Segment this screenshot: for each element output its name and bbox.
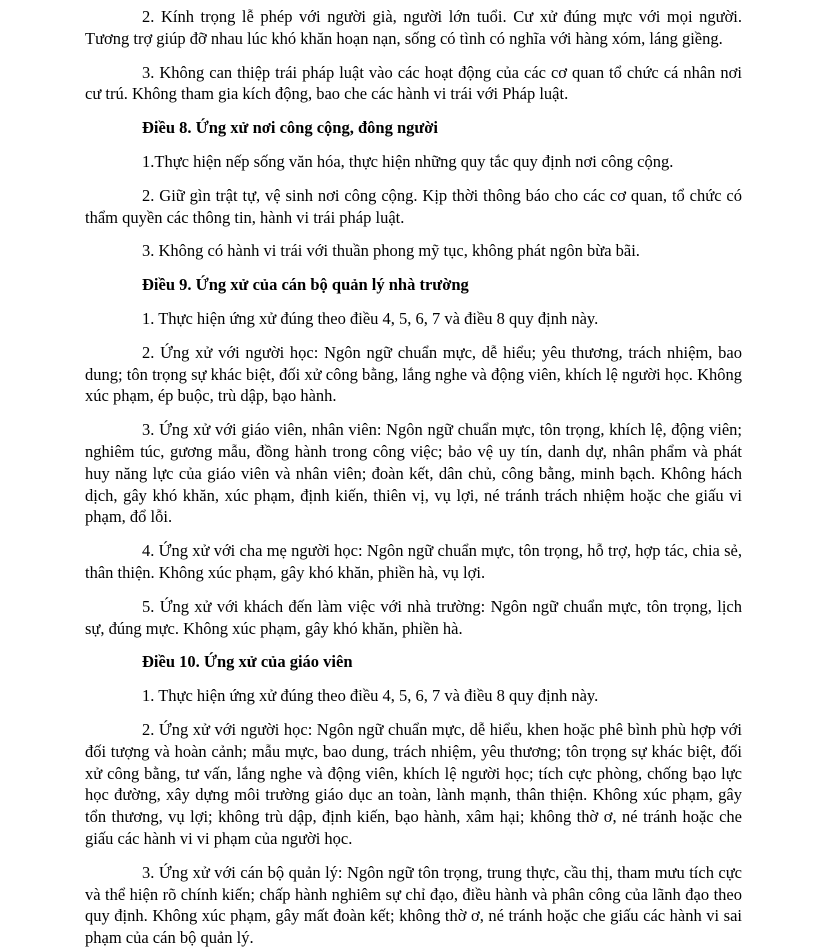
paragraph: 1. Thực hiện ứng xử đúng theo điều 4, 5, 6, 7 và điều 8 quy định này.: [142, 686, 599, 706]
section-heading-dieu-9: Điều 9. Ứng xử của cán bộ quản lý nhà trường: [142, 275, 469, 295]
paragraph: 2. Giữ gìn trật tự, vệ sinh nơi công cộng. Kịp thời thông báo cho các cơ quan, tổ chức có thẩm quyền các thông tin, hành vi trái pháp luật.: [85, 185, 742, 227]
paragraph: 2. Ứng xử với người học: Ngôn ngữ chuẩn mực, dễ hiểu; yêu thương, trách nhiệm, bao dung; tôn trọng sự khác biệt, đối xử công bằng, lắng nghe và động viên, khích lệ người học. Không xúc phạm, ép buộc, trù dập, bạo hành.: [85, 342, 742, 406]
section-heading-dieu-8: Điều 8. Ứng xử nơi công cộng, đông người: [142, 118, 439, 138]
paragraph: 2. Kính trọng lễ phép với người già, người lớn tuổi. Cư xử đúng mực với mọi người. Tương trợ giúp đỡ nhau lúc khó khăn hoạn nạn, sống có tình có nghĩa với hàng xóm, láng giềng.: [85, 7, 742, 48]
paragraph: 5. Ứng xử với khách đến làm việc với nhà trường: Ngôn ngữ chuẩn mực, tôn trọng, lịch sự, đúng mực. Không xúc phạm, gây khó khăn, phiền hà.: [85, 596, 742, 638]
paragraph: 4. Ứng xử với cha mẹ người học: Ngôn ngữ chuẩn mực, tôn trọng, hỗ trợ, hợp tác, chia sẻ, thân thiện. Không xúc phạm, gây khó khăn, phiền hà, vụ lợi.: [85, 541, 742, 582]
paragraph: 1. Thực hiện ứng xử đúng theo điều 4, 5, 6, 7 và điều 8 quy định này.: [142, 308, 599, 328]
paragraph: 3. Ứng xử với giáo viên, nhân viên: Ngôn ngữ chuẩn mực, tôn trọng, khích lệ, động viên; nghiêm túc, gương mẫu, đồng hành trong công việc; bảo vệ uy tín, danh dự, nhân phẩm và phát huy năng lực của giáo viên và nhân viên; đoàn kết, dân chủ, công bằng, minh bạch. Không hách dịch, gây khó khăn, xúc phạm, định kiến, thiên vị, vụ lợi, né tránh trách nhiệm hoặc che giấu vi phạm, đổ lỗi.: [85, 420, 742, 527]
paragraph: 2. Ứng xử với người học: Ngôn ngữ chuẩn mực, dễ hiểu, khen hoặc phê bình phù hợp với đối tượng và hoàn cảnh; mẫu mực, bao dung, trách nhiệm, yêu thương; tôn trọng sự khác biệt, đối xử công bằng, tư vấn, lắng nghe và động viên, khích lệ người học; tích cực phòng, chống bạo lực học đường, xây dựng môi trường giáo dục an toàn, lành mạnh, thân thiện. Không xúc phạm, gây tổn thương, vụ lợi; không trù dập, định kiến, bạo hành, xâm hại; không thờ ơ, né tránh hoặc che giấu các hành vi vi phạm của người học.: [85, 719, 742, 848]
section-heading-dieu-10: Điều 10. Ứng xử của giáo viên: [142, 652, 353, 672]
paragraph: 3. Không có hành vi trái với thuần phong mỹ tục, không phát ngôn bừa bãi.: [142, 241, 640, 261]
paragraph: 1.Thực hiện nếp sống văn hóa, thực hiện những quy tắc quy định nơi công cộng.: [142, 151, 674, 171]
paragraph: 3. Ứng xử với cán bộ quản lý: Ngôn ngữ tôn trọng, trung thực, cầu thị, tham mưu tích cực và thể hiện rõ chính kiến; chấp hành nghiêm sự chỉ đạo, điều hành và phân công của lãnh đạo theo quy định. Không xúc phạm, gây mất đoàn kết; không thờ ơ, né tránh hoặc che giấu các hành vi sai phạm của cán bộ quản lý.: [85, 862, 742, 948]
paragraph: 3. Không can thiệp trái pháp luật vào các hoạt động của các cơ quan tổ chức cá nhân nơi cư trú. Không tham gia kích động, bao che các hành vi trái với Pháp luật.: [85, 62, 742, 104]
